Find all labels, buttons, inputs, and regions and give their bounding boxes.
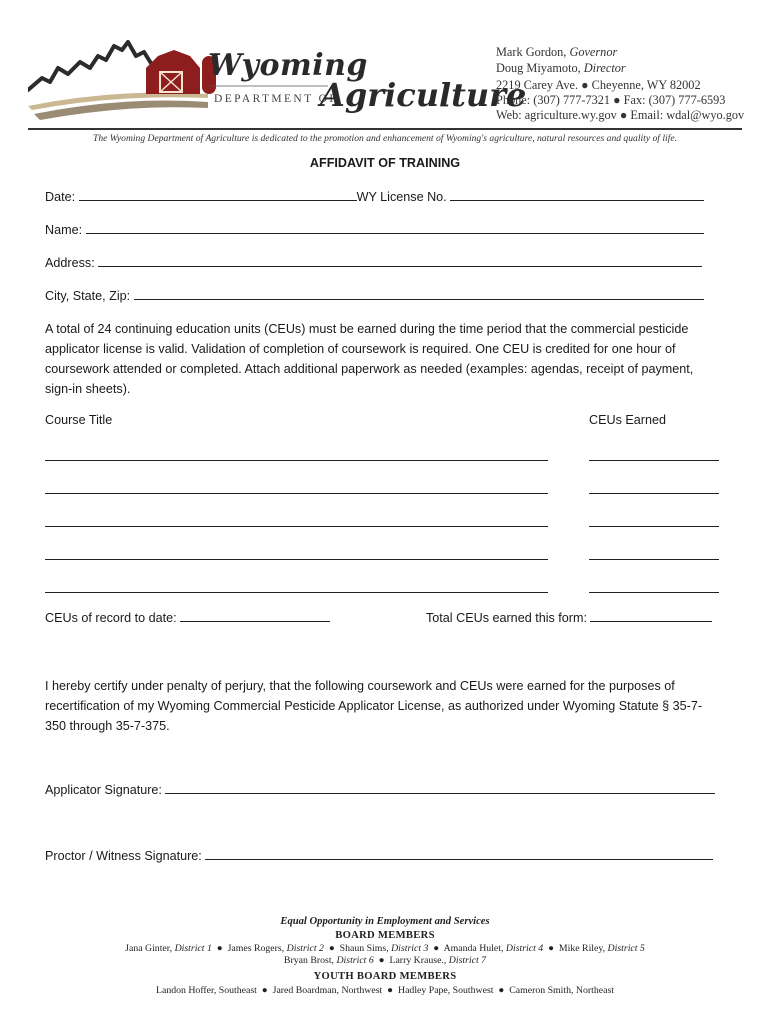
address-field[interactable] (98, 256, 702, 267)
name-row (45, 223, 704, 237)
board-member: Shaun Sims, District 3 (339, 943, 429, 954)
logo-wyoming-word: Wyoming (208, 48, 368, 83)
logo-department-of: DEPARTMENT OF (214, 93, 339, 105)
date-label: Date: (45, 190, 76, 204)
phone-fax-line: Phone: (307) 777-7321 ● Fax: (307) 777-6593 (496, 93, 726, 107)
ceus-earned-field[interactable] (589, 526, 719, 527)
letterhead-divider (28, 128, 742, 130)
date-license-row (45, 190, 704, 204)
instructions-paragraph: A total of 24 continuing education units (CEUs) must be earned during the time period that the commercial pesticide applicator license is valid. Validation of completion of coursework is required. One CEU is credited for one hour of coursework attended or completed. Attach additional paperwork as needed (examples: agendas, receipt of payment, sign-in sheets). (45, 322, 694, 396)
board-members-line-2: Bryan Brost, District 6 ● Larry Krause., District 7 (283, 955, 487, 966)
ceus-of-record-label: CEUs of record to date: (45, 611, 177, 625)
proctor-signature-label: Proctor / Witness Signature: (45, 849, 202, 863)
ceus-earned-header: CEUs Earned (589, 413, 666, 427)
address-line: 2219 Carey Ave. ● Cheyenne, WY 82002 (496, 78, 701, 92)
youth-board-members-line: Landon Hoffer, Southeast ● Jared Boardman, Northwest ● Hadley Pape, Southwest ● Cameron Smith, Northeast (155, 985, 614, 996)
eeo-statement: Equal Opportunity in Employment and Services (280, 916, 490, 927)
license-number-field[interactable] (450, 190, 704, 201)
director-name: Doug Miyamoto, (496, 61, 581, 75)
youth-board-member: Jared Boardman, Northwest (272, 985, 383, 996)
applicator-signature-row (45, 783, 715, 797)
director-title: Director (583, 61, 626, 75)
city-row (45, 289, 704, 303)
youth-board-member: Hadley Pape, Southwest (398, 985, 494, 996)
course-title-header: Course Title (45, 413, 113, 427)
board-member: Mike Riley, District 5 (558, 943, 645, 954)
mission-statement: The Wyoming Department of Agriculture is dedicated to the promotion and enhancement of Wyoming's agriculture, natural resources and quality of life. (92, 133, 677, 144)
director-line (496, 61, 626, 76)
logo-agriculture-word: Agriculture (320, 76, 527, 114)
board-member: Jana Ginter, District 1 (125, 943, 212, 954)
board-members-line-1: Jana Ginter, District 1 ● James Rogers, District 2 ● Shaun Sims, District 3 ● Amanda Hulet, District 4 ● Mike Riley, District 5 (125, 943, 645, 954)
youth-board-member: Cameron Smith, Northeast (509, 985, 614, 996)
ceus-earned-field[interactable] (589, 493, 719, 494)
applicator-signature-field[interactable] (165, 783, 715, 794)
board-member: James Rogers, District 2 (227, 943, 324, 954)
date-field[interactable] (79, 190, 357, 201)
applicator-signature-label: Applicator Signature: (45, 783, 162, 797)
total-ceus-field[interactable] (590, 611, 712, 622)
youth-board-member: Landon Hoffer, Southeast (155, 985, 257, 996)
board-member: Amanda Hulet, District 4 (443, 943, 544, 954)
ceus-earned-field[interactable] (589, 460, 719, 461)
board-members-heading: BOARD MEMBERS (335, 930, 435, 941)
form-title: AFFIDAVIT OF TRAINING (309, 156, 461, 170)
certification-paragraph: I hereby certify under penalty of perjury, that the following coursework and CEUs were earned for the purposes of recertification of my Wyoming Commercial Pesticide Applicator License, as authorized under Wyoming Statute § 35-7-350 through 35-7-375. (45, 679, 703, 733)
total-ceus-label: Total CEUs earned this form: (426, 611, 587, 625)
youth-board-heading: YOUTH BOARD MEMBERS (313, 971, 457, 982)
course-title-field[interactable] (45, 460, 548, 461)
total-ceus-row (426, 611, 712, 625)
governor-name: Mark Gordon, (496, 45, 567, 59)
board-member: Larry Krause., District 7 (389, 955, 487, 966)
ceus-of-record-row (45, 611, 330, 625)
ceus-earned-field[interactable] (589, 592, 719, 593)
address-row (45, 256, 702, 270)
web-email-line: Web: agriculture.wy.gov ● Email: wdal@wyo.gov (496, 108, 745, 122)
ceus-earned-field[interactable] (589, 559, 719, 560)
city-state-zip-field[interactable] (134, 289, 704, 300)
address-label: Address: (45, 256, 95, 270)
course-title-field[interactable] (45, 493, 548, 494)
city-state-zip-label: City, State, Zip: (45, 289, 131, 303)
governor-line (496, 45, 617, 60)
proctor-signature-row (45, 849, 713, 863)
license-label: WY License No. (356, 190, 447, 204)
course-title-field[interactable] (45, 559, 548, 560)
name-label: Name: (45, 223, 83, 237)
proctor-signature-field[interactable] (205, 849, 713, 860)
course-title-field[interactable] (45, 526, 548, 527)
ceus-of-record-field[interactable] (180, 611, 330, 622)
course-title-field[interactable] (45, 592, 548, 593)
name-field[interactable] (86, 223, 704, 234)
board-member: Bryan Brost, District 6 (283, 955, 374, 966)
governor-title: Governor (569, 45, 618, 59)
